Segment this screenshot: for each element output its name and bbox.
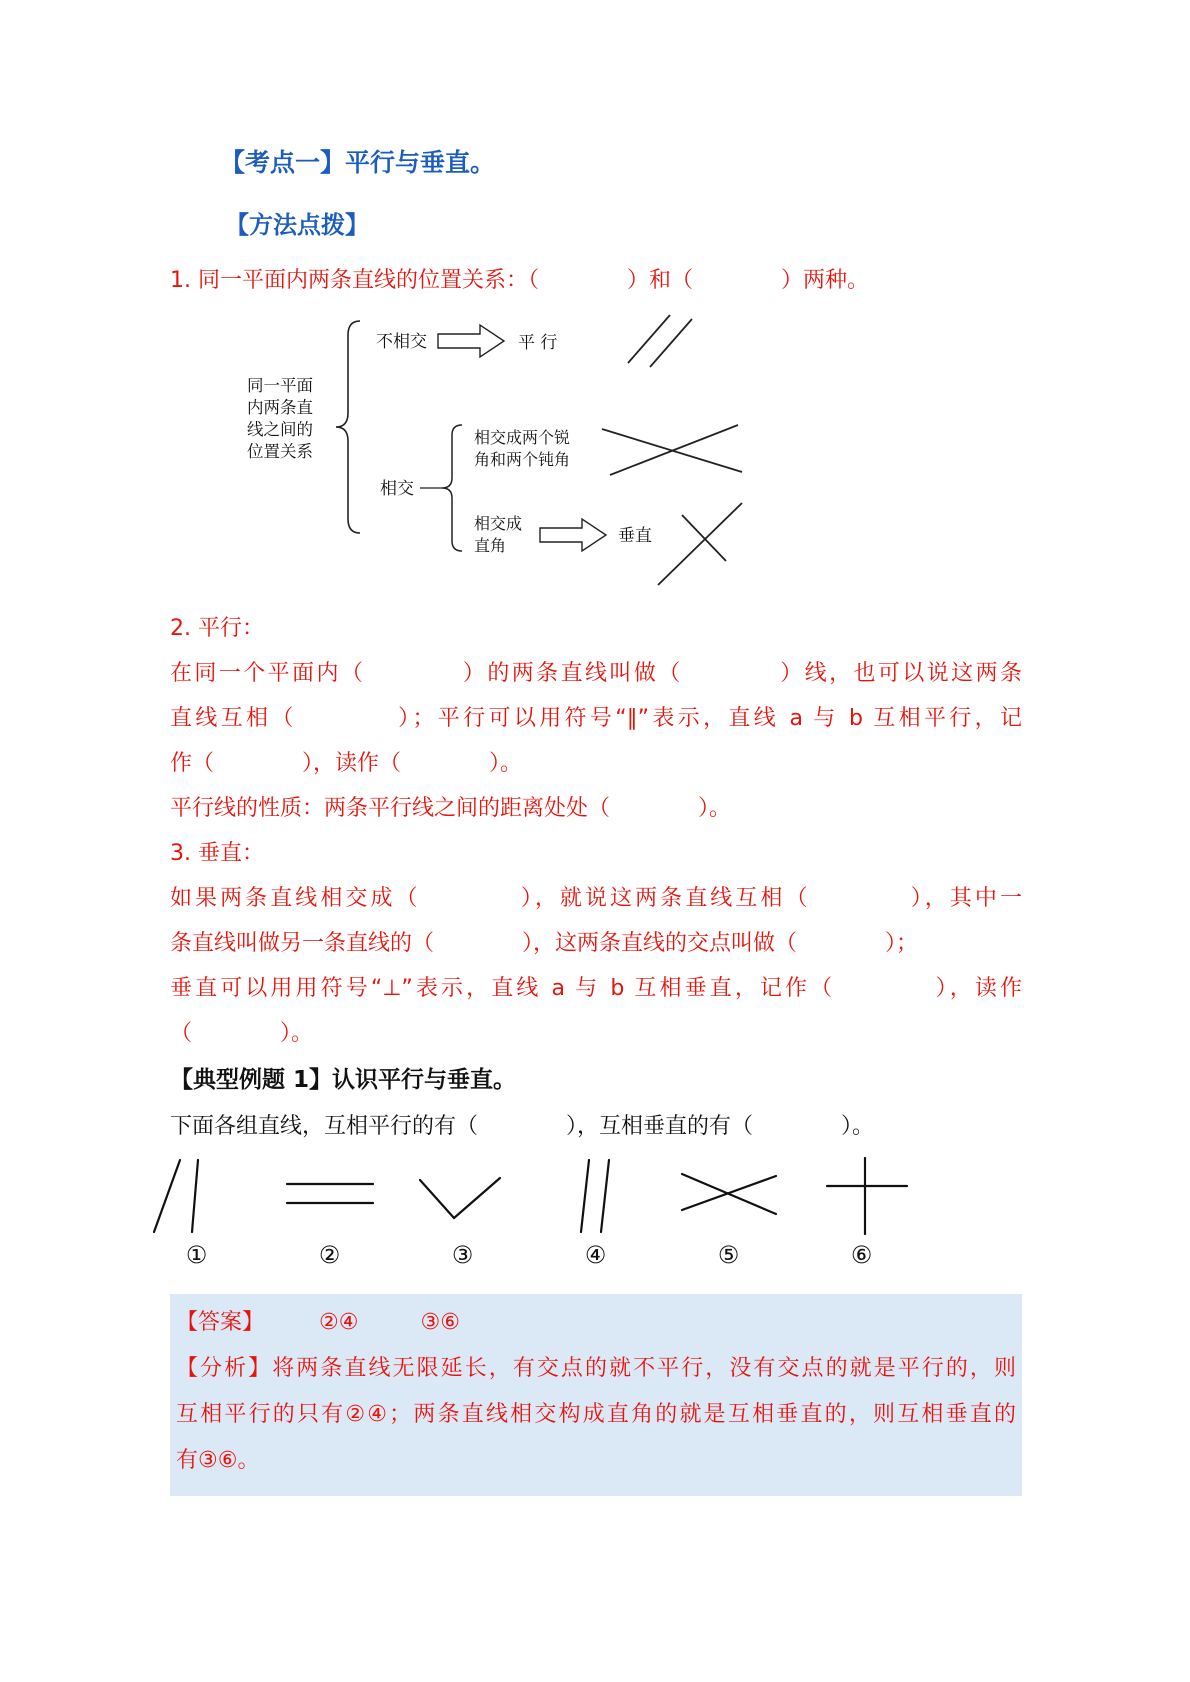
- answer-line: [170, 1300, 1022, 1346]
- figure-6: [795, 1156, 928, 1270]
- parallel-lines-sketch: [628, 315, 692, 367]
- figure-label-2: ②: [318, 1241, 341, 1269]
- figure-label-5: ⑤: [717, 1241, 740, 1269]
- parallel-label: 平 行: [518, 333, 558, 353]
- document-content: [170, 140, 1022, 1496]
- analysis-line-2: 互相平行的只有②④；两条直线相交构成直角的就是互相垂直的，则互相垂直的: [176, 1402, 1016, 1427]
- figure-label-4: ④: [584, 1241, 607, 1269]
- example-title: 【典型例题 1】认识平行与垂直。: [170, 1067, 517, 1093]
- small-brace: [442, 425, 462, 551]
- parallel-line-2: 直线互相（ ）；平行可以用符号“∥”表示，直线 a 与 b 互相平行，记: [170, 706, 1022, 731]
- answer-perpendicular-value: ③⑥: [420, 1310, 460, 1335]
- acute-obtuse-line-1: 相交成两个锐: [474, 428, 571, 447]
- big-brace: [336, 321, 360, 533]
- root-label-line-1: 同一平面: [247, 376, 313, 395]
- figure-3: [396, 1156, 529, 1270]
- analysis-line-1: 【分析】将两条直线无限延长，有交点的就不平行，没有交点的就是平行的，则: [176, 1356, 1016, 1381]
- figure-4: [529, 1156, 662, 1270]
- parallel-line-1: 在同一个平面内（ ）的两条直线叫做（ ）线，也可以说这两条: [170, 661, 1022, 686]
- perpendicular-section-title: 3. 垂直：: [170, 841, 264, 866]
- topic-heading: 【考点一】平行与垂直。: [220, 148, 496, 177]
- perpendicular-line-4: （ ）。: [170, 1021, 314, 1046]
- parallel-line-3: 作（ ），读作（ ）。: [170, 751, 523, 776]
- figure-1-lines: [142, 1156, 252, 1236]
- answer-parallel-value: ②④: [319, 1310, 359, 1335]
- parallel-property-line: 平行线的性质：两条平行线之间的距离处处（ ）。: [170, 796, 732, 821]
- acute-obtuse-label: [474, 428, 570, 469]
- perpendicular-line-1: 如果两条直线相交成（ ），就说这两条直线互相（ ），其中一: [170, 886, 1022, 911]
- right-angle-line-2: 直角: [474, 536, 507, 555]
- perpendicular-lines-sketch: [658, 503, 742, 585]
- relationship-diagram-svg: [230, 307, 750, 602]
- root-label-line-2: 内两条直: [247, 398, 313, 417]
- answer-box: [170, 1294, 1022, 1496]
- perpendicular-line-2: 条直线叫做另一条直线的（ ），这两条直线的交点叫做（ ）；: [170, 931, 919, 956]
- method-heading: 【方法点拨】: [225, 211, 369, 239]
- parallel-section-title: 2. 平行：: [170, 616, 264, 641]
- right-arrow-icon-2: [540, 519, 606, 551]
- figures-row: [130, 1156, 1022, 1270]
- example-question: 下面各组直线，互相平行的有（ ），互相垂直的有（ ）。: [170, 1114, 875, 1139]
- root-label-line-3: 线之间的: [247, 420, 313, 439]
- right-arrow-icon: [438, 325, 504, 357]
- intersect-label: 相交: [380, 479, 414, 499]
- figure-1: [130, 1156, 263, 1270]
- acute-obtuse-line-2: 角和两个钝角: [474, 450, 571, 469]
- figure-label-3: ③: [451, 1241, 474, 1269]
- answer-label: 【答案】: [176, 1310, 265, 1335]
- figure-label-1: ①: [185, 1241, 208, 1269]
- figure-4-lines: [541, 1156, 651, 1236]
- figure-6-lines: [807, 1156, 917, 1236]
- root-label-line-4: 位置关系: [247, 442, 313, 461]
- right-angle-label: [474, 514, 522, 555]
- relationship-intro-line: 1. 同一平面内两条直线的位置关系：（ ）和（ ）两种。: [170, 268, 869, 293]
- figure-2-lines: [275, 1156, 385, 1236]
- diagram-root-label: [247, 376, 313, 461]
- figure-3-lines: [408, 1156, 518, 1236]
- perpendicular-line-3: 垂直可以用用符号“⊥”表示，直线 a 与 b 互相垂直，记作（ ），读作: [170, 976, 1022, 1001]
- right-angle-line-1: 相交成: [474, 514, 523, 533]
- x-lines-sketch: [602, 425, 742, 475]
- figure-5: [662, 1156, 795, 1270]
- analysis-line-3: 有③⑥。: [176, 1448, 260, 1473]
- position-relationship-diagram: [230, 307, 1022, 606]
- no-intersect-label: 不相交: [376, 332, 427, 352]
- figure-2: [263, 1156, 396, 1270]
- figure-label-6: ⑥: [850, 1241, 873, 1269]
- perpendicular-label: 垂直: [618, 526, 652, 546]
- figure-5-lines: [674, 1156, 784, 1236]
